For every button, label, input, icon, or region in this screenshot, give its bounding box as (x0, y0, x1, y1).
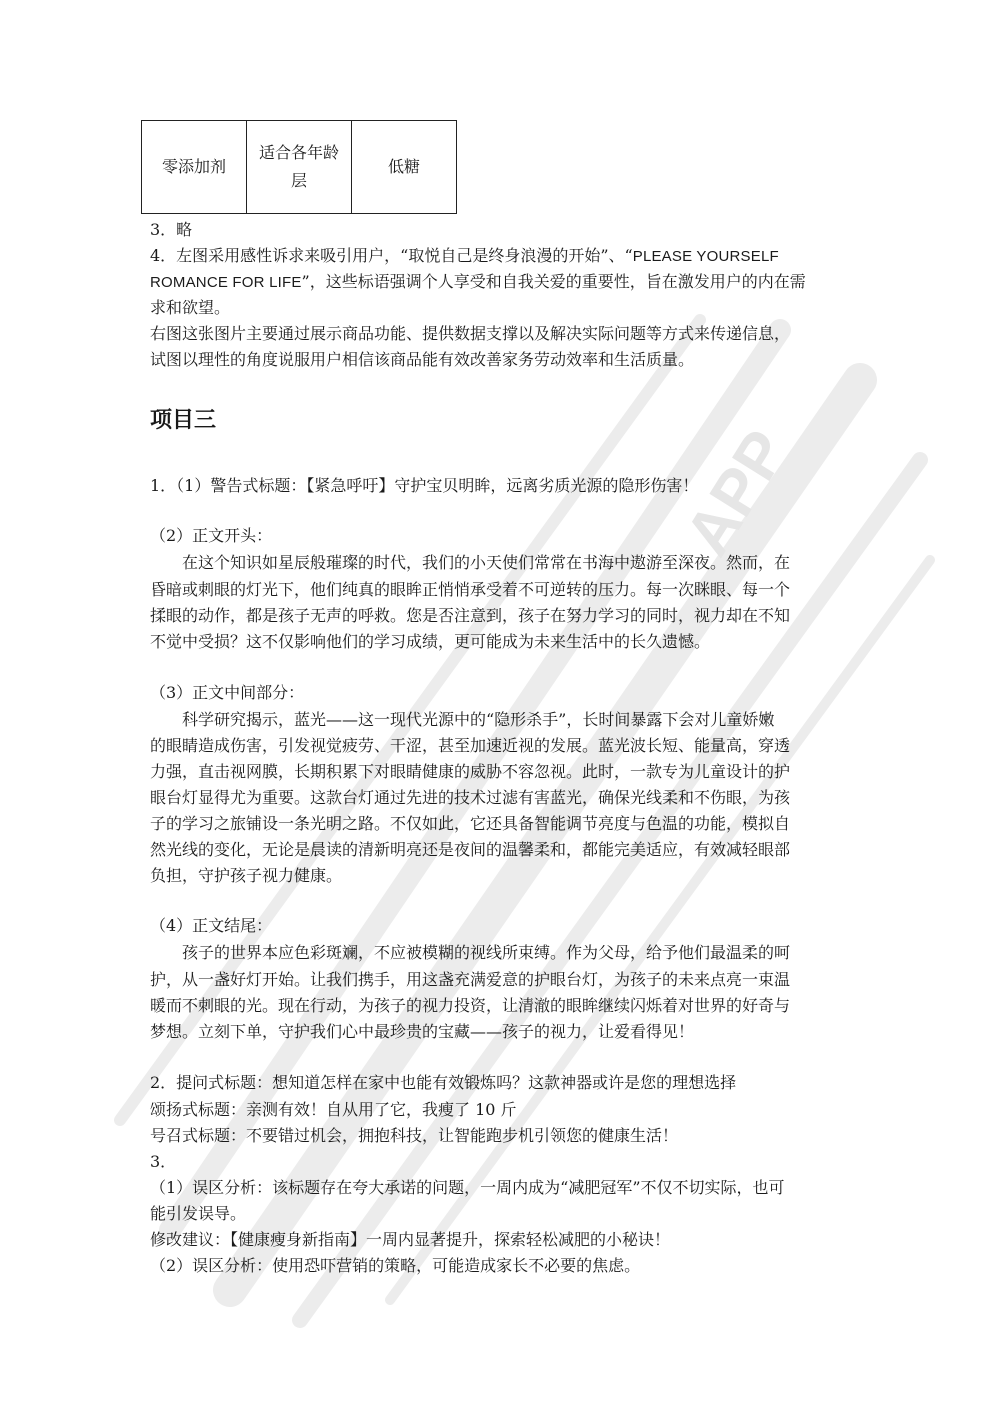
paragraph-line: 能引发误导。 (150, 1204, 247, 1223)
paragraph-line: 然光线的变化，无论是晨读的清新明亮还是夜间的温馨柔和，都能完美适应，有效减轻眼部 (150, 840, 791, 859)
paragraph-line: 孩子的世界本应色彩斑斓，不应被模糊的视线所束缚。作为父母，给予他们最温柔的呵 (150, 943, 791, 962)
paragraph-line: 昏暗或刺眼的灯光下，他们纯真的眼眸正悄悄承受着不可逆转的压力。每一次眯眼、每一个 (150, 580, 791, 599)
paragraph-line: 2．提问式标题：想知道怎样在家中也能有效锻炼吗？这款神器或许是您的理想选择 (150, 1073, 737, 1092)
paragraph-line: 子的学习之旅铺设一条光明之路。不仅如此，它还具备智能调节亮度与色温的功能，模拟自 (150, 814, 791, 833)
paragraph-line: 1．（1）警告式标题：【紧急呼吁】守护宝贝明眸，远离劣质光源的隐形伤害！ (150, 476, 699, 495)
slogan-english-part: ROMANCE FOR LIFE (150, 274, 302, 291)
paragraph-line: 科学研究揭示，蓝光——这一现代光源中的“隐形杀手”，长时间暴露下会对儿童娇嫩 (150, 710, 775, 729)
paragraph-line: 眼台灯显得尤为重要。这款台灯通过先进的技术过滤有害蓝光，确保光线柔和不伤眼，为孩 (150, 788, 791, 807)
paragraph-line: （2）误区分析：使用恐吓营销的策略，可能造成家长不必要的焦虑。 (150, 1256, 641, 1275)
paragraph-line: （4）正文结尾： (150, 916, 273, 935)
paragraph-line: （2）正文开头： (150, 526, 273, 545)
paragraph-line (150, 242, 850, 271)
paragraph-line: 在这个知识如星辰般璀璨的时代，我们的小天使们常常在书海中遨游至深夜。然而，在 (150, 553, 791, 572)
paragraph-line: 3． (150, 1152, 177, 1171)
paragraph-line: 护，从一盏好灯开始。让我们携手，用这盏充满爱意的护眼台灯，为孩子的未来点亮一束温 (150, 970, 791, 989)
document-page (150, 0, 850, 1404)
line-text: 4．左图采用感性诉求来吸引用户，“取悦自己是终身浪漫的开始”、“ (150, 246, 633, 265)
table-row (142, 121, 457, 214)
paragraph-line: 暖而不刺眼的光。现在行动，为孩子的视力投资，让清澈的眼眸继续闪烁着对世界的好奇与 (150, 996, 791, 1015)
paragraph-line: 号召式标题：不要错过机会，拥抱科技，让智能跑步机引领您的健康生活！ (150, 1126, 679, 1145)
slogan-english-part: PLEASE YOURSELF (632, 248, 779, 265)
paragraph-line: 3．略 (150, 220, 193, 239)
paragraph-line: （1）误区分析：该标题存在夸大承诺的问题，一周内成为“减肥冠军”不仅不切实际，也可 (150, 1178, 785, 1197)
table-cell-all-ages: 适合各年龄层 (247, 121, 352, 214)
watermark-text: APP (670, 417, 802, 568)
table-cell-additive-free: 零添加剂 (142, 121, 247, 214)
paragraph-line: 修改建议：【健康瘦身新指南】一周内显著提升，探索轻松减肥的小秘诀！ (150, 1230, 671, 1249)
section-heading: 项目三 (150, 408, 217, 433)
feature-table (141, 120, 457, 214)
paragraph-line: （3）正文中间部分： (150, 683, 305, 702)
paragraph-line: 不觉中受损？这不仅影响他们的学习成绩，更可能成为未来生活中的长久遗憾。 (150, 632, 711, 651)
paragraph-line: 颂扬式标题：亲测有效！自从用了它，我瘦了 10 斤 (150, 1100, 517, 1119)
paragraph-line: 负担，守护孩子视力健康。 (150, 866, 343, 885)
paragraph-line: 右图这张图片主要通过展示商品功能、提供数据支撑以及解决实际问题等方式来传递信息， (150, 324, 791, 343)
paragraph-line (150, 268, 850, 297)
line-text: ”，这些标语强调个人享受和自我关爱的重要性，旨在激发用户的内在需 (301, 272, 806, 291)
table-cell-low-sugar: 低糖 (352, 121, 457, 214)
paragraph-line: 梦想。立刻下单，守护我们心中最珍贵的宝藏——孩子的视力，让爱看得见！ (150, 1022, 695, 1041)
paragraph-line: 力强，直击视网膜，长期积累下对眼睛健康的威胁不容忽视。此时，一款专为儿童设计的护 (150, 762, 791, 781)
paragraph-line: 揉眼的动作，都是孩子无声的呼救。您是否注意到，孩子在努力学习的同时，视力却在不知 (150, 606, 791, 625)
paragraph-line: 求和欲望。 (150, 298, 231, 317)
paragraph-line: 的眼睛造成伤害，引发视觉疲劳、干涩，甚至加速近视的发展。蓝光波长短、能量高，穿透 (150, 736, 791, 755)
paragraph-line: 试图以理性的角度说服用户相信该商品能有效改善家务劳动效率和生活质量。 (150, 350, 695, 369)
